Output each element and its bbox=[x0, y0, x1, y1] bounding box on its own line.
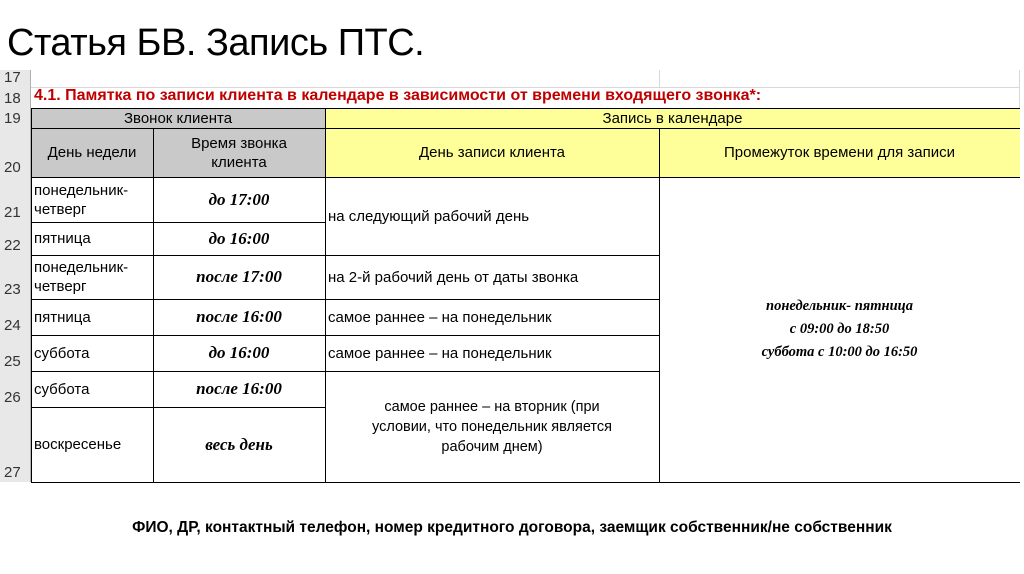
table-border bbox=[31, 407, 325, 408]
table-border bbox=[31, 108, 32, 482]
cell-time[interactable]: до 16:00 bbox=[208, 228, 270, 248]
grid-line bbox=[659, 70, 660, 87]
row-header-26[interactable] bbox=[0, 371, 31, 407]
row-header-22[interactable] bbox=[0, 222, 31, 255]
table-border bbox=[31, 482, 1020, 483]
row-number: 26 bbox=[4, 389, 21, 406]
row-number: 27 bbox=[4, 464, 21, 481]
table-border bbox=[325, 108, 326, 482]
cell-day[interactable]: понедельник-четверг bbox=[34, 259, 129, 295]
header-interval[interactable]: Промежуток времени для записи bbox=[659, 128, 1020, 177]
table-border bbox=[153, 128, 154, 482]
cell-record-day[interactable]: самое раннее – на вторник (при условии, что понедельник является рабочим днем) bbox=[371, 398, 612, 455]
cell-record-day[interactable]: на следующий рабочий день bbox=[328, 207, 530, 225]
row-number: 24 bbox=[4, 317, 21, 334]
table-border bbox=[31, 255, 659, 256]
row-header-24[interactable] bbox=[0, 299, 31, 335]
header-day-of-week[interactable]: День недели bbox=[31, 128, 153, 177]
table-border bbox=[31, 177, 1020, 178]
cell-time[interactable]: после 16:00 bbox=[196, 307, 282, 326]
cell-time[interactable]: до 16:00 bbox=[208, 343, 270, 362]
row-number: 17 bbox=[4, 69, 21, 86]
row-header-19[interactable] bbox=[0, 108, 31, 128]
row-number: 22 bbox=[4, 237, 21, 254]
cell-time[interactable]: весь день bbox=[205, 434, 273, 454]
spreadsheet bbox=[0, 70, 1020, 490]
row-header-20[interactable] bbox=[0, 128, 31, 177]
row-number: 25 bbox=[4, 353, 21, 370]
footer-note: ФИО, ДР, контактный телефон, номер кредитного договора, заемщик собственник/не собственник bbox=[132, 519, 892, 536]
row-header-23[interactable] bbox=[0, 255, 31, 299]
cell-time[interactable]: после 16:00 bbox=[196, 379, 282, 398]
table-border bbox=[31, 108, 1020, 109]
row-header-27[interactable] bbox=[0, 407, 31, 482]
grid-line bbox=[1019, 70, 1020, 108]
header-record-day[interactable]: День записи клиента bbox=[325, 128, 659, 177]
row-number: 21 bbox=[4, 204, 21, 221]
cell-day[interactable]: суббота bbox=[34, 380, 90, 398]
row-number: 18 bbox=[4, 90, 21, 107]
interval-line: понедельник- пятница bbox=[766, 298, 913, 314]
row-header-17[interactable] bbox=[0, 70, 31, 87]
table-border bbox=[31, 128, 1020, 129]
cell-record-day[interactable]: самое раннее – на понедельник bbox=[328, 344, 552, 362]
table-border bbox=[659, 128, 660, 482]
header-call-time[interactable]: Время звонка клиента bbox=[153, 128, 325, 177]
row-number: 19 bbox=[4, 110, 21, 127]
memo-title[interactable]: 4.1. Памятка по записи клиента в календаре в зависимости от времени входящего звонка*: bbox=[34, 87, 762, 104]
table-border bbox=[31, 222, 325, 223]
table-border bbox=[31, 335, 659, 336]
cell-day[interactable]: пятница bbox=[34, 308, 91, 326]
cell-record-day[interactable]: на 2-й рабочий день от даты звонка bbox=[328, 268, 579, 286]
cell-record-day[interactable]: самое раннее – на понедельник bbox=[328, 308, 552, 326]
cell-time[interactable]: после 17:00 bbox=[196, 267, 282, 286]
interval-line: с 09:00 до 18:50 bbox=[789, 321, 890, 337]
cell-day[interactable]: понедельник-четверг bbox=[34, 181, 129, 218]
cell-day[interactable]: суббота bbox=[34, 344, 90, 362]
cell-day[interactable]: пятница bbox=[34, 230, 91, 247]
cell-time[interactable]: до 17:00 bbox=[208, 189, 270, 209]
cell-interval[interactable] bbox=[659, 177, 1020, 482]
row-header-25[interactable] bbox=[0, 335, 31, 371]
interval-line: суббота с 10:00 до 16:50 bbox=[761, 344, 918, 360]
row-header-18[interactable] bbox=[0, 87, 31, 108]
header-calendar-group[interactable]: Запись в календаре bbox=[325, 108, 1020, 128]
table-border bbox=[31, 299, 659, 300]
row-number: 23 bbox=[4, 281, 21, 298]
slide-title: Статья БВ. Запись ПТС. bbox=[7, 22, 425, 64]
cell-day[interactable]: воскресенье bbox=[34, 436, 122, 453]
table-border bbox=[31, 371, 659, 372]
row-header-21[interactable] bbox=[0, 177, 31, 222]
row-number: 20 bbox=[4, 159, 21, 176]
header-call-group[interactable]: Звонок клиента bbox=[31, 108, 325, 128]
